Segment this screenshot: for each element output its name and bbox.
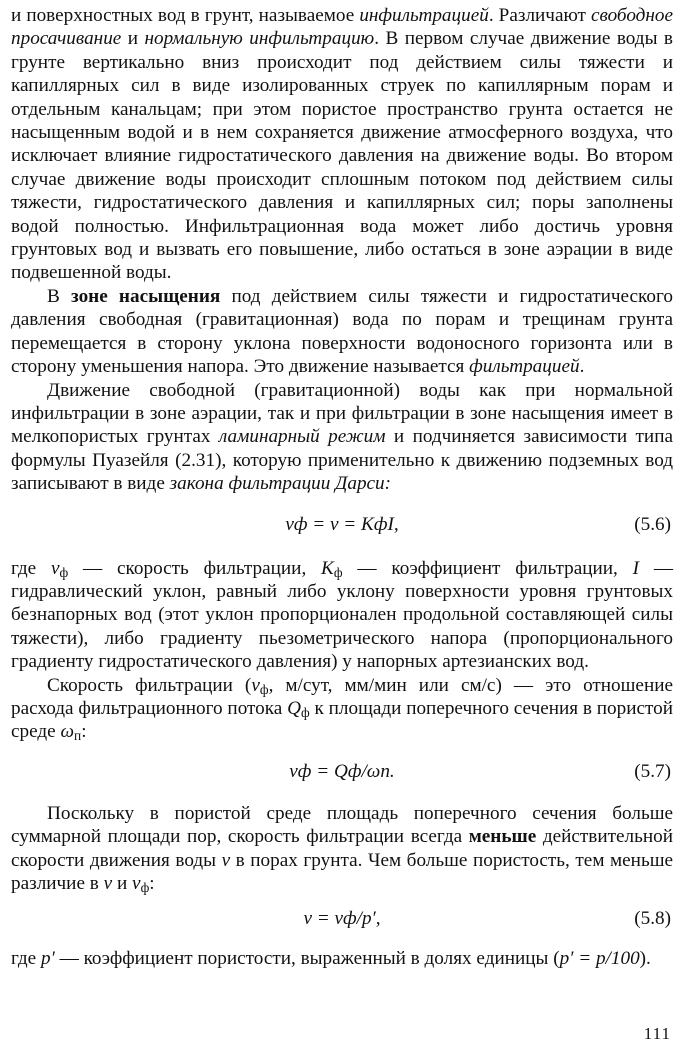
equation-5-7 <box>11 750 673 794</box>
equation-number: (5.8) <box>634 908 671 930</box>
paragraph-infiltration: и поверхностных вод в грунт, называемое инфильтрацией. Различают свободное просачивание и нормальную инфильтрацию. В первом случае движение воды в грунте вертикально вниз происходит под действием силы тяжести и капиллярных сил в виде изолированных струек по капиллярным порам и отдельным канальцам; при этом пористое пространство грунта остается не насыщенным водой и в нем сохраняется движение атмосферного воздуха, что исключает влияние гидростатического давления на движение воды. Во втором случае движение воды происходит сплошным потоком под действием силы тяжести, гидростатического давления и капиллярных сил; поры заполнены водой полностью. Инфильтрационная вода может либо достичь уровня грунтовых вод и вызвать его повышение, либо остаться в зоне аэрации в виде подвешенной воды. <box>11 5 673 284</box>
paragraph-definitions: где $v_ф$ — скорость фильтрации, $K_ф$ — коэффициент фильтрации, I — гидравлический уклон, равный либо уклону поверхности уровня грунтовых безнапорных вод (этот уклон пропорционален продольной составляющей силы тяжести), либо градиенту пьезометрического напора (пропорционального градиенту гидростатического давления) у напорных артезианских вод. <box>11 557 674 673</box>
paragraph-porosity: Поскольку в пористой среде площадь поперечного сечения больше суммарной площади пор, скорость фильтрации всегда меньше действительной скорости движения воды v в порах грунта. Чем больше пористость, тем меньше различие в v и $v_ф$: <box>11 802 673 895</box>
page-body <box>11 4 673 971</box>
paragraph-darcy-law: Движение свободной (гравитационной) воды как при нормальной инфильтрации в зоне аэрации, так и при фильтрации в зоне насыщения имеет в мелкопористых грунтах ламинарный режим и подчиняется зависимости типа формулы Пуазейля (2.31), которую применительно к движению подземных вод записывают в виде закона фильтрации Дарси: <box>11 379 673 495</box>
equation-number: (5.6) <box>634 513 671 535</box>
paragraph-porosity-coefficient: где p′ — коэффициент пористости, выраженный в долях единицы (p′ = p/100). <box>11 948 651 970</box>
term-infiltration: инфильтрацией <box>359 5 489 26</box>
equation-formula: vф = Qф/ωп. <box>289 760 395 782</box>
equation-formula: v = vф/p′, <box>303 908 381 930</box>
term-saturation-zone: зоне насыщения <box>70 285 221 307</box>
equation-formula: vф = v = KфI, <box>285 513 399 535</box>
paragraph-filtration-speed: Скорость фильтрации ($v_ф$, м/сут, мм/мин или см/с) — это отношение расхода фильтрационного потока $Q_ф$ к площади поперечного сечения в пористой среде $\omega_п$: <box>11 674 673 744</box>
term-less: меньше <box>468 826 537 848</box>
term-free-seepage: свободное просачивание <box>11 5 673 50</box>
equation-5-6 <box>11 503 673 547</box>
term-normal-infiltration: нормальную инфильтрацию <box>144 28 375 50</box>
equation-5-8 <box>11 897 673 941</box>
term-filtration: фильтрацией <box>469 356 580 378</box>
term-laminar-regime: ламинарный режим <box>218 426 386 448</box>
paragraph-saturation-zone: В зоне насыщения под действием силы тяжести и гидростатического давления свободная (гравитационная) вода по порам и трещинам грунта перемещается в сторону уклона поверхности водоносного горизонта или в сторону уменьшения напора. Это движение называется фильтрацией. <box>11 285 673 378</box>
page-number: 111 <box>643 1024 671 1043</box>
equation-number: (5.7) <box>634 760 671 782</box>
term-darcy-law: закона фильтрации Дарси: <box>169 473 392 495</box>
